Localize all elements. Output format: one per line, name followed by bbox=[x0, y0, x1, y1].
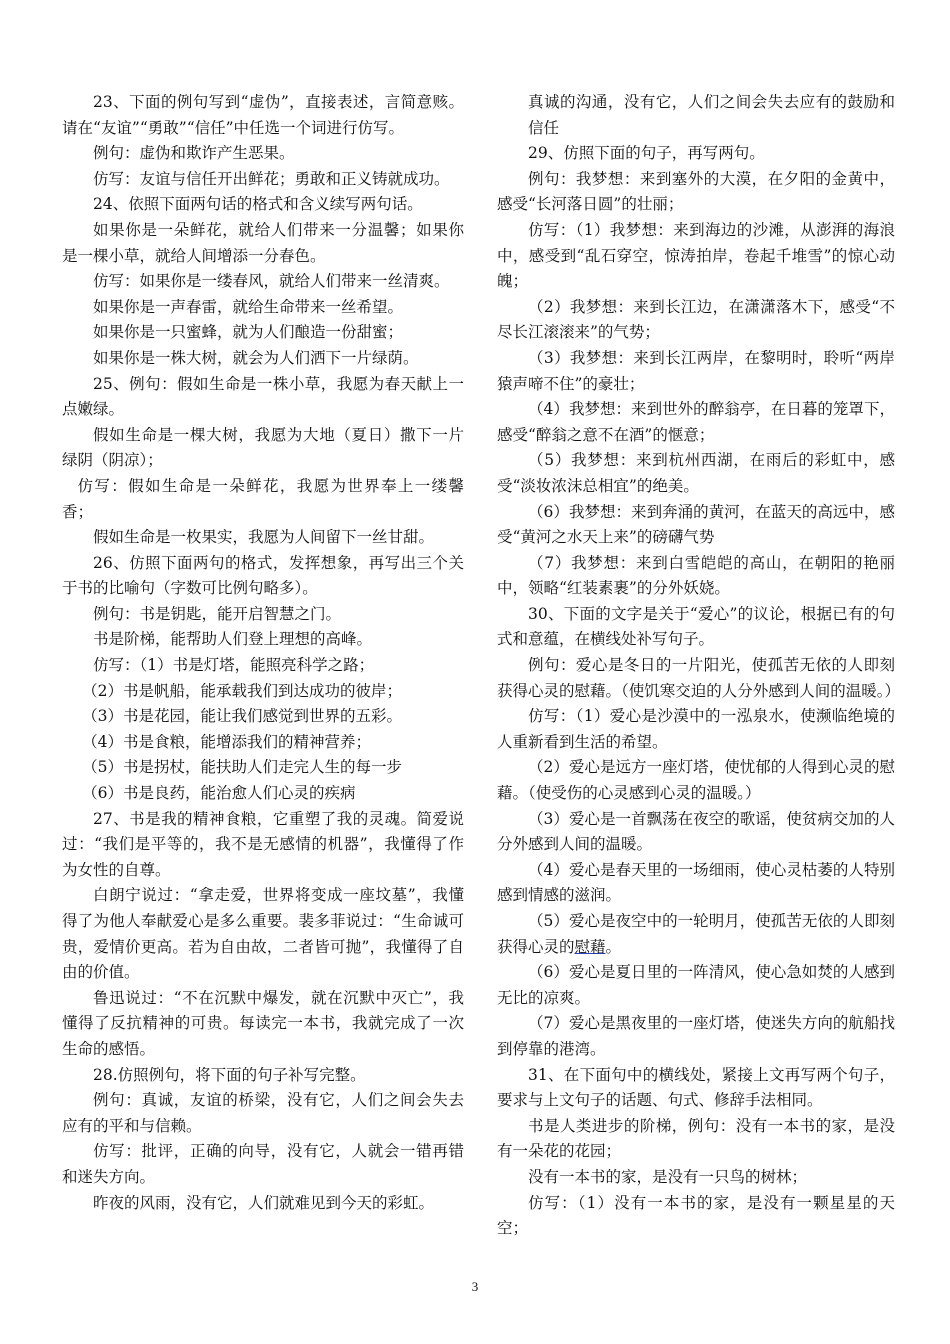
q31-example-2: 没有一本书的家，是没有一只鸟的树林； bbox=[528, 1167, 808, 1186]
q29-answer-2: （2）我梦想：来到长江边，在潇潇落木下，感受“不尽长江滚滚来”的气势； bbox=[497, 297, 895, 342]
right-column bbox=[497, 90, 901, 1242]
q28-answer-3: 真诚的沟通，没有它，人们之间会失去应有的鼓励和信任 bbox=[528, 93, 895, 137]
q26-example-2: 书是阶梯，能帮助人们登上理想的高峰。 bbox=[93, 630, 373, 649]
q30-answer-4: （4）爱心是春天里的一场细雨，使心灵枯萎的人特别感到情感的滋润。 bbox=[497, 860, 895, 905]
q30-answer-5 bbox=[497, 909, 895, 960]
q24-example: 如果你是一朵鲜花，就给人们带来一分温馨；如果你是一棵小草，就给人间增添一分春色。 bbox=[62, 220, 464, 265]
q30-prompt: 30、下面的文字是关于“爱心”的议论，根据已有的句式和意蕴，在横线处补写句子。 bbox=[497, 604, 895, 649]
q29-answer-4: （4）我梦想：来到世外的醉翁亭，在日暮的笼罩下，感受“醉翁之意不在酒”的惬意； bbox=[497, 400, 895, 444]
q26-answer-3: （3）书是花园，能让我们感觉到世界的五彩。 bbox=[82, 707, 403, 726]
q29-answer-5: （5）我梦想：来到杭州西湖，在雨后的彩虹中，感受“淡妆浓沫总相宜”的绝美。 bbox=[497, 451, 895, 495]
q28-answer-1: 仿写：批评，正确的向导，没有它，人就会一错再错和迷失方向。 bbox=[62, 1142, 464, 1186]
q27-paragraph-3: 鲁迅说过：“不在沉默中爆发，就在沉默中灭亡”，我懂得了反抗精神的可贵。每读完一本书，我就完成了一次生命的感悟。 bbox=[62, 988, 464, 1058]
q26-answer-1: 仿写：（1）书是灯塔，能照亮科学之路； bbox=[93, 656, 375, 675]
q23-answer: 仿写：友谊与信任开出鲜花；勇敢和正义铸就成功。 bbox=[93, 169, 450, 188]
q26-prompt: 26、仿照下面两句的格式，发挥想象，再写出三个关于书的比喻句（字数可比例句略多）。 bbox=[62, 553, 464, 598]
q26-answer-2: （2）书是帆船，能承载我们到达成功的彼岸； bbox=[82, 681, 403, 700]
q24-answer-4: 如果你是一株大树，就会为人们洒下一片绿荫。 bbox=[93, 348, 419, 367]
q30-answer-3: （3）爱心是一首飘荡在夜空的歌谣，使贫病交加的人分外感到人间的温暖。 bbox=[497, 809, 895, 854]
q30-answer-2: （2）爱心是远方一座灯塔，使忧郁的人得到心灵的慰藉。（使受伤的心灵感到心灵的温暖。） bbox=[497, 758, 895, 803]
q31-answer-1: 仿写：（1）没有一本书的家，是没有一颗星星的天空； bbox=[497, 1193, 895, 1238]
underlined-word: 慰藉 bbox=[574, 937, 606, 956]
q24-prompt: 24、依照下面两句话的格式和含义续写两句话。 bbox=[93, 195, 423, 214]
q23-example: 例句：虚伪和欺诈产生恶果。 bbox=[93, 144, 295, 163]
q30-answer-5-text: （5）爱心是夜空中的一轮明月，使孤苦无依的人即刻获得心灵的 bbox=[497, 912, 895, 956]
q29-answer-6: （6）我梦想：来到奔涌的黄河，在蓝天的高远中，感受“黄河之水天上来”的磅礴气势 bbox=[497, 502, 895, 547]
q27-paragraph-1: 27、书是我的精神食粮，它重塑了我的灵魂。简爱说过：“我们是平等的，我不是无感情的机器”，我懂得了作为女性的自尊。 bbox=[62, 809, 464, 879]
q30-answer-7: （7）爱心是黑夜里的一座灯塔，使迷失方向的航船找到停靠的港湾。 bbox=[497, 1014, 895, 1058]
q30-example: 例句：爱心是冬日的一片阳光，使孤苦无依的人即刻获得心灵的慰藉。（使饥寒交迫的人分外感到人间的温暖。） bbox=[497, 656, 901, 700]
q29-prompt: 29、仿照下面的句子，再写两句。 bbox=[528, 144, 765, 163]
q24-answer-2: 如果你是一声春雷，就给生命带来一丝希望。 bbox=[93, 297, 404, 316]
q24-answer-3: 如果你是一只蜜蜂，就为人们酿造一份甜蜜； bbox=[93, 323, 404, 342]
q28-answer-2: 昨夜的风雨，没有它，人们就难见到今天的彩虹。 bbox=[93, 1193, 435, 1212]
left-column bbox=[62, 90, 464, 1216]
q31-prompt: 31、在下面句中的横线处，紧接上文再写两个句子，要求与上文句子的话题、句式、修辞手法相同。 bbox=[497, 1065, 895, 1110]
q25-answer-1: 仿写：假如生命是一朵鲜花，我愿为世界奉上一缕馨香； bbox=[62, 476, 464, 521]
q30-answer-1: 仿写：（1）爱心是沙漠中的一泓泉水，使濒临绝境的人重新看到生活的希望。 bbox=[497, 707, 895, 751]
q25-answer-2: 假如生命是一枚果实，我愿为人间留下一丝甘甜。 bbox=[93, 528, 435, 547]
q29-answer-3: （3）我梦想：来到长江两岸，在黎明时，聆听“两岸猿声啼不住”的豪壮； bbox=[497, 348, 895, 393]
q26-answer-4: （4）书是食粮，能增添我们的精神营养； bbox=[82, 732, 372, 751]
q29-answer-1: 仿写：（1）我梦想：来到海边的沙滩，从澎湃的海浪中，感受到“乱石穿空，惊涛拍岸，卷起千堆雪”的惊心动魄； bbox=[497, 220, 895, 291]
q26-answer-5: （5）书是拐杖，能扶助人们走完人生的每一步 bbox=[82, 758, 403, 777]
q29-example: 例句：我梦想：来到塞外的大漠，在夕阳的金黄中，感受“长河落日圆”的壮丽； bbox=[497, 169, 895, 214]
q28-prompt: 28.仿照例句，将下面的句子补写完整。 bbox=[93, 1065, 366, 1084]
q26-example-1: 例句：书是钥匙，能开启智慧之门。 bbox=[93, 604, 342, 623]
q28-example: 例句：真诚，友谊的桥梁，没有它，人们之间会失去应有的平和与信赖。 bbox=[62, 1091, 464, 1135]
q27-paragraph-2: 白朗宁说过：“拿走爱，世界将变成一座坟墓”，我懂得了为他人奉献爱心是多么重要。裴多菲说过：“生命诚可贵，爱情价更高。若为自由故，二者皆可抛”，我懂得了自由的价值。 bbox=[62, 886, 464, 982]
page-number: 3 bbox=[471, 1279, 479, 1294]
q29-answer-7: （7）我梦想：来到白雪皑皑的高山，在朝阳的艳丽中，领略“红装素裹”的分外妖娆。 bbox=[497, 553, 895, 598]
q23-prompt: 23、下面的例句写到“虚伪”，直接表述，言简意赅。请在“友谊”“勇敢”“信任”中任选一个词进行仿写。 bbox=[62, 93, 464, 137]
q26-answer-6: （6）书是良药，能治愈人们心灵的疾病 bbox=[82, 784, 356, 803]
q25-example-2: 假如生命是一棵大树，我愿为大地（夏日）撒下一片绿阴（阴凉）； bbox=[62, 425, 464, 470]
q25-example: 25、例句：假如生命是一株小草，我愿为春天献上一点嫩绿。 bbox=[62, 374, 464, 419]
q30-answer-5-end: 。 bbox=[605, 937, 622, 956]
q30-answer-6: （6）爱心是夏日里的一阵清风，使心急如焚的人感到无比的凉爽。 bbox=[497, 963, 895, 1007]
q31-example-1: 书是人类进步的阶梯，例句：没有一本书的家，是没有一朵花的花园； bbox=[497, 1116, 895, 1161]
q24-answer-1: 仿写：如果你是一缕春风，就给人们带来一丝清爽。 bbox=[93, 272, 450, 291]
